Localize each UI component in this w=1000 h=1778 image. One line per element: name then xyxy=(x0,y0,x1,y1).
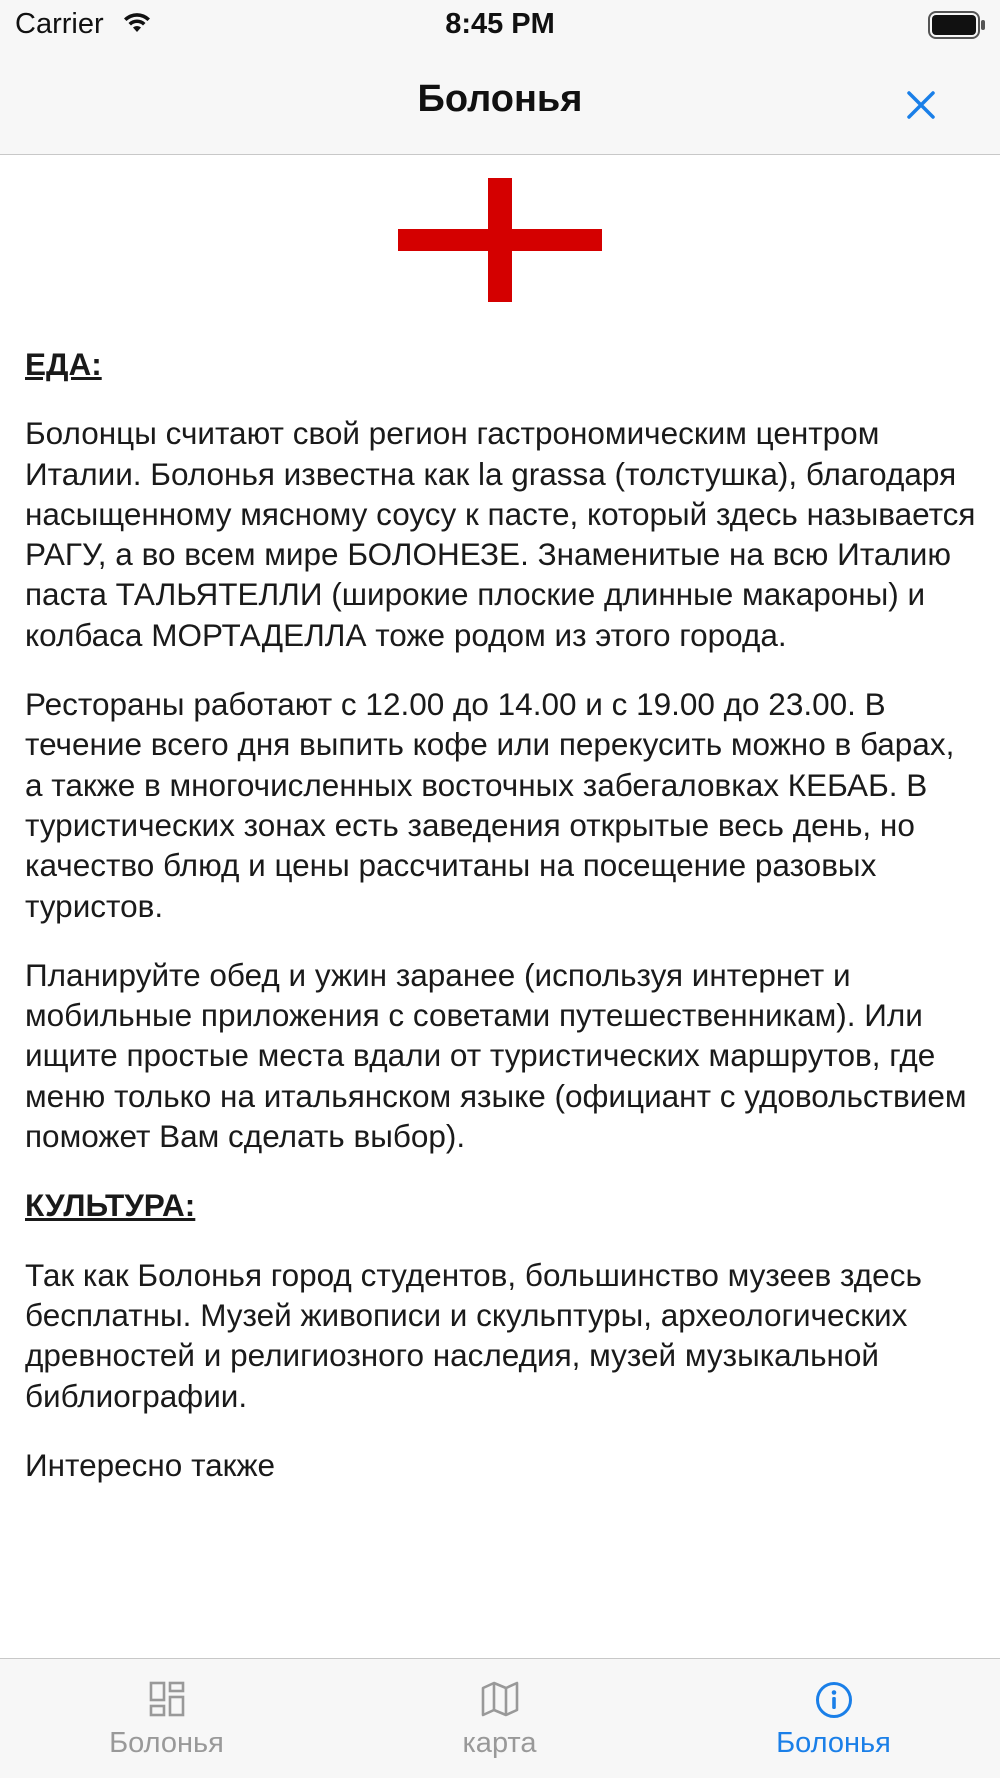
grid-icon xyxy=(149,1681,185,1722)
paragraph-museums: Так как Болонья город студентов, большинство музеев здесь бесплатны. Музей живописи и скульптуры, археологических древностей и религиозного наследия, музей музыкальной библиографии. xyxy=(25,1256,922,1414)
status-bar xyxy=(0,0,1000,50)
section-heading-culture: КУЛЬТУРА: xyxy=(25,1187,196,1224)
tab-bar xyxy=(0,1658,1000,1778)
tab-bologna-info[interactable] xyxy=(667,1659,1000,1778)
paragraph-planning-tips: Планируйте обед и ужин заранее (используя интернет и мобильные приложения с советами путешественникам). Или ищите простые места вдали от туристических маршрутов, где меню только на итальянском языке (официант с удовольствием поможет Вам сделать выбор). xyxy=(25,956,967,1155)
tab-bologna-list[interactable] xyxy=(0,1659,333,1778)
nav-title: Болонья xyxy=(417,78,583,120)
battery-icon xyxy=(928,11,986,44)
carrier-label: Carrier xyxy=(15,8,104,40)
paragraph-food-intro: Болонцы считают свой регион гастрономическим центром Италии. Болонья известна как la grassa (толстушка), благодаря насыщенному мясному соусу к пасте, который здесь называется РАГУ, а во всем мире БОЛОНЕЗЕ. Знаменитые на всю Италию паста ТАЛЬЯТЕЛЛИ (широкие плоские длинные макароны) и колбаса МОРТАДЕЛЛА тоже родом из этого города. xyxy=(25,415,976,653)
section-heading-food: ЕДА: xyxy=(25,346,102,382)
close-icon xyxy=(906,90,936,120)
tab-map[interactable] xyxy=(333,1659,666,1778)
paragraph-restaurant-hours: Рестораны работают с 12.00 до 14.00 и с 19.00 до 23.00. В течение всего дня выпить кофе или перекусить можно в барах, а также в многочисленных восточных забегаловках КЕБАБ. В туристических зонах есть заведения открытые весь день, но качество блюд и цены рассчитаны на посещение разовых туристов. xyxy=(25,686,955,924)
paragraph-also-interesting: Интересно также xyxy=(25,1446,276,1483)
tab-label: Болонья xyxy=(109,1727,224,1759)
info-icon xyxy=(815,1681,853,1724)
tab-label: карта xyxy=(462,1727,537,1759)
article-text xyxy=(25,344,980,1514)
map-icon xyxy=(481,1681,519,1722)
clock-time: 8:45 PM xyxy=(445,8,555,40)
navigation-bar xyxy=(0,50,1000,155)
close-button[interactable] xyxy=(896,80,946,130)
tab-label: Болонья xyxy=(776,1727,891,1759)
content-scroll-view[interactable] xyxy=(0,156,1000,1658)
red-cross-flag-image xyxy=(398,178,602,307)
